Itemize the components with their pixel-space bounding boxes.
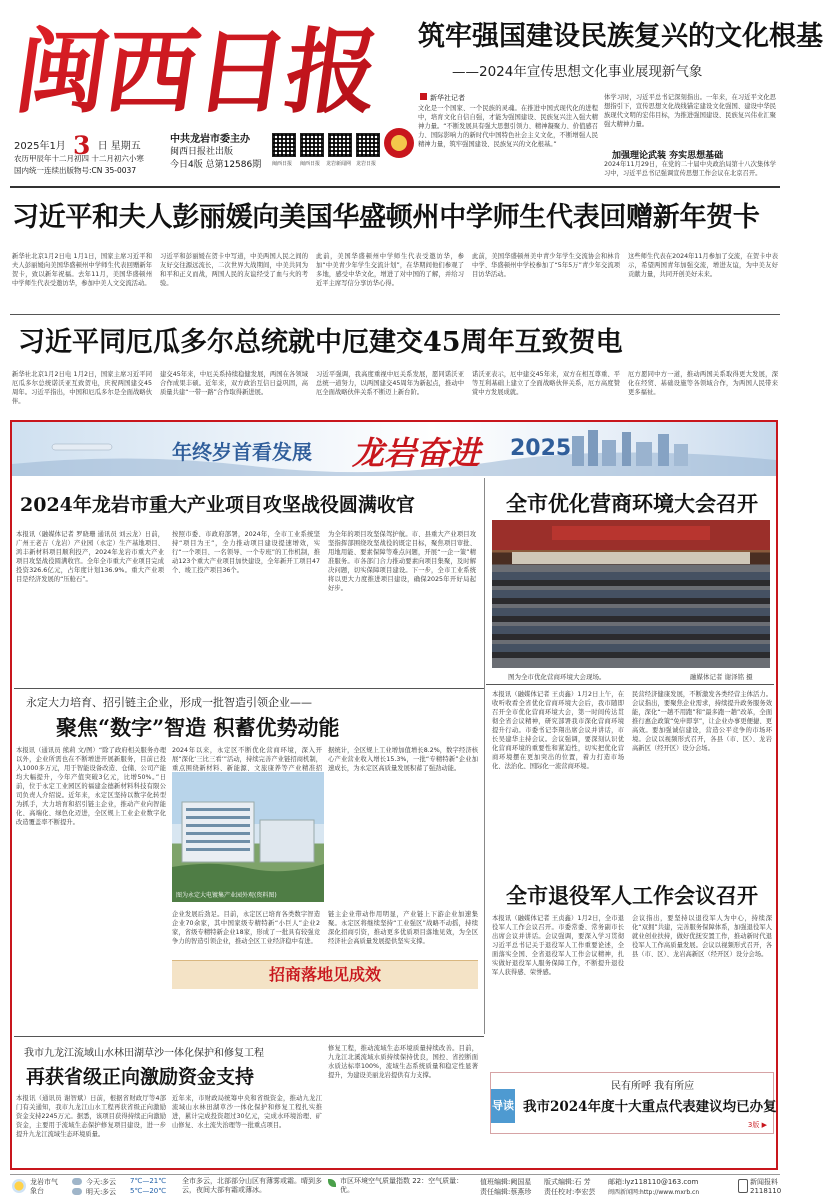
- feature-banner: [12, 422, 776, 476]
- teaser-headline[interactable]: 我市2024年度十大重点代表建议均已办复: [523, 1099, 777, 1115]
- issn-number: 国内统一连续出版物号:CN 35-0037: [14, 166, 137, 175]
- newspaper-logo-graphic: [8, 4, 385, 126]
- divider-feature-mid-right: [486, 684, 774, 685]
- tomorrow-temp: 5℃—20℃: [130, 1187, 167, 1195]
- qr-label-1: 闽西日报: [272, 161, 293, 167]
- editor-2: 责任编辑:蔡燕珍: [480, 1188, 532, 1196]
- qr-code-3[interactable]: [328, 133, 352, 157]
- top-story-col-3: 2024年11月29日，在党的二十届中央政治局第十八次集体学习中，习近平总书记强调宣传思想工作会议在北京召开。: [604, 161, 776, 177]
- story7-col-2: 近年来，市财政局统筹中央和省级资金，推动九龙江流域山水林田湖草沙一体化保护和修复工程扎实推进，累计完成投资超过30亿元，完成水环境治理、矿山修复、水土流失治理等一批重点项目。: [172, 1095, 322, 1129]
- industrial-park-graphic: [172, 772, 324, 902]
- banner-right-text: 龙岩奋进: [352, 434, 481, 472]
- story1-col-3: 此前，美国华盛顿州中学师生代表受邀访华，参加“中美青少年学生交流计划”，在华期间他们参观了多地，感受中华文化，增进了对中国的了解，并给习近平主席写信分享访华心得。: [316, 253, 464, 287]
- footer: [10, 1176, 780, 1198]
- story5-photo[interactable]: [172, 772, 324, 902]
- phone-icon: [738, 1179, 748, 1193]
- sponsor-line-1: 中共龙岩市委主办: [170, 134, 250, 145]
- qr-label-4: 龙岩日报: [356, 161, 377, 167]
- arrow-right-icon: ▶: [761, 1121, 767, 1129]
- qr-label-2: 闽西日报: [300, 161, 321, 167]
- story5-sub-banner-text: 招商落地见成效: [268, 965, 381, 984]
- today-weather: 多云: [102, 1178, 116, 1186]
- story2-col-2: 建交45年来，中厄关系持续稳健发展，两国在各领域合作成果丰硕。近年来，双方政治互信日益巩固，高质量共建“一带一路”合作取得新进展。: [160, 371, 308, 396]
- email[interactable]: 邮箱:lyz118110@163.com: [608, 1178, 699, 1186]
- emblem-icon-inner: [391, 135, 407, 151]
- qr-code-4[interactable]: [356, 133, 380, 157]
- story1-col-5: 这些师生代表在2024年11月参加了交流，在贺卡中表示，希望两国青年加强交流，增进友谊，为中美友好贡献力量，共同开创美好未来。: [628, 253, 778, 278]
- story4-photo[interactable]: [492, 520, 770, 668]
- story4-col-1: 本报讯（融媒体记者 王贞鑫）1月2日上午，在收听收看全省优化营商环境大会后，我市随即召开全市优化营商环境大会，第一时间传达贯彻全省会议精神，研究部署我市深化营商环境提升行动。市委书记李翔出席会议并讲话，市长吴建华主持会议。会议强调，要深刻认识优化营商环境的重要性和紧迫性，切实把优化营商环境摆在更加突出的位置，着力打造市场化、法治化、国际化一流营商环境。: [492, 691, 624, 770]
- story1-col-2: 习近平和彭丽媛在贺卡中写道，中美两国人民之间的友好交往源远流长，二次世界大战期间，中美共同为和平和正义而战，两国人民的友谊经受了血与火的考验。: [160, 253, 308, 287]
- story6-col-1: 本报讯（融媒体记者 王贞鑫）1月2日，全市退役军人工作会议召开。市委常委、常务副市长出席会议并讲话。会议强调，要深入学习贯彻习近平总书记关于退役军人工作重要论述，全面落实全国、全省退役军人工作会议精神，扎实做好退役军人服务保障工作，不断提升退役军人获得感、荣誉感。: [492, 915, 624, 976]
- date-weekday: 日 星期五: [97, 141, 141, 152]
- qr-code-1[interactable]: [272, 133, 296, 157]
- banner-year: 2025: [510, 436, 572, 461]
- story3-col-1: 本报讯（融媒体记者 罗晓珊 通讯员 刘云龙）日前，广州王老吉（龙岩）产业园（永定）生产基地项目、鸿丰新材料项目顺利投产，2024年龙岩市重大产业项目攻坚战役圆满收官。全年全市重大产业项目完成投资326.6亿元，占年度计划136.9%。重大产业项目是经济发展的“压舱石”。: [16, 531, 164, 583]
- teaser-box[interactable]: [490, 1072, 777, 1134]
- proof-2: 责任校对:李宏芸: [544, 1188, 596, 1196]
- top-subheadline: ——2024年宣传思想文化事业展现新气象: [452, 64, 703, 80]
- story1-col-1: 新华社北京1月2日电 1月1日，国家主席习近平和夫人彭丽媛向美国华盛顿州中学师生代表回赠新年贺卡，致以新年祝福。去年11月，美国华盛顿州中学师生代表受邀访华，参加中美人文交流活动。: [12, 253, 152, 287]
- forecast-text: 全市多云，北部部分山区有薄雾或霜。晴到多云，夜间大部有霜或薄冰。: [182, 1177, 322, 1194]
- story4-headline[interactable]: 全市优化营商环境大会召开: [506, 491, 758, 516]
- story7-kicker: 我市九龙江流域山水林田湖草沙一体化保护和修复工程: [24, 1048, 264, 1059]
- qr-code-2[interactable]: [300, 133, 324, 157]
- story2-col-3: 习近平强调，我高度重视中厄关系发展，愿同诺沃亚总统一道努力，以两国建交45周年为新起点，推动中厄全面战略伙伴关系不断迈上新台阶。: [316, 371, 464, 396]
- story3-headline[interactable]: 2024年龙岩市重大产业项目攻坚战役圆满收官: [20, 494, 415, 516]
- date-month: 2025年1月: [14, 141, 66, 152]
- proof-1: 版式编辑:石 芳: [544, 1178, 591, 1186]
- qr-label-3: 龙岩新闻网: [326, 161, 352, 167]
- vertical-divider-feature: [484, 478, 485, 688]
- masthead: [0, 0, 823, 186]
- story5-photo-caption: 图为永定大电镀集产业园外观(资料图): [176, 892, 277, 899]
- teaser-label: [491, 1089, 515, 1123]
- teaser-page-text: 3版: [747, 1121, 760, 1129]
- story2-col-5: 厄方愿同中方一道，推动两国关系取得更大发展，深化在经贸、基础设施等各领域合作，为两国人民带来更多福祉。: [628, 371, 778, 396]
- story2-col-1: 新华社北京1月2日电 1月2日，国家主席习近平同厄瓜多尔总统诺沃亚互致贺电，庆祝两国建交45周年。习近平指出，中国和厄瓜多尔是全面战略伙伴。: [12, 371, 152, 405]
- story1-headline[interactable]: 习近平和夫人彭丽媛向美国华盛顿州中学师生代表回赠新年贺卡: [12, 202, 760, 233]
- date-day: 3: [73, 131, 91, 160]
- divider-masthead: [10, 186, 780, 188]
- teaser-page: [748, 1120, 767, 1130]
- tomorrow-label: 明天:: [86, 1188, 103, 1196]
- story3-col-2: 按照市委、市政府部署，2024年，全市工业系统坚持“项目为王”，全力推动项目建设提速增效，实行“一个项目、一名领导、一个专班”的工作机制，推动123个重大产业项目加快建设，全年新开工项目47个、竣工投产项目36个。: [172, 531, 320, 574]
- divider-story1: [10, 314, 780, 315]
- story7-col-1: 本报讯（通讯员 谢智斌）日前，根据省财政厅等4部门有关通知，我市九龙江山水工程再获省级正向激励资金支持2245万元。据悉，该项目获得持续正向激励资金，主要用于流域生态保护修复项目建设，进一步提升九龙江流域生态环境质量。: [16, 1095, 166, 1138]
- newspaper-logo: [8, 4, 385, 126]
- teaser-label-text: 导读: [492, 1099, 514, 1112]
- story5-kicker: 永定大力培育、招引链主企业，形成一批智造引领企业——: [26, 696, 312, 709]
- sponsor-line-2: 闽西日报社出版: [170, 147, 234, 157]
- banner-left-text: 年终岁首看发展: [172, 440, 312, 464]
- story5-col-1: 本报讯（通讯员 熊莉 文/图）“除了政府相关服务办理以外，企业所需也在不断增进开展新服务，目前已投入1000多万元，用于智能设备改造、仓储、公司产能均大幅提升，今年产值突破3亿元，比增50%。”日前，位于永定工业园区的福建金德新材料科技有限公司负责人介绍说。近年来，永定区坚持以数字化转型为抓手，大力培育和招引链主企业，推动产业向智能化、高端化、绿色化迈进，全区规上工业企业数字化改造覆盖率不断提升。: [16, 747, 166, 826]
- divider-footer: [10, 1174, 780, 1175]
- top-story-subhead: 加强理论武装 夯实思想基础: [612, 151, 724, 161]
- story4-col-2: 民营经济健康发展，不断激发各类经营主体活力。会议指出，要聚焦企业需求，持续提升政务服务效能，深化“一趟不用跑”和“最多跑一趟”改革，全面推行惠企政策“免申即享”，让企业办事更便捷、更高效。要加强诚信建设，营造公平竞争的市场环境。会议以视频形式召开，各县（市、区）、龙岩高新区（经开区）设分会场。: [632, 691, 772, 752]
- air-quality-text: 市区环境空气质量指数 22：空气质量：优。: [340, 1177, 464, 1194]
- story5-col-4: 企业发展后劲足。目前，永定区已培育各类数字智造企业70余家，其中国家级专精特新“小巨人”企业2家，省级专精特新企业18家，形成了一批具有较强竞争力的智造引领企业，推动全区工业经济稳中有进。: [172, 911, 320, 945]
- sponsor-block: [170, 133, 261, 172]
- story5-sub-banner: [172, 960, 478, 989]
- divider-feature-mid: [14, 688, 484, 689]
- top-story-reporter: [420, 93, 465, 103]
- sponsor-line-3: 今日4版 总第12586期: [170, 160, 262, 170]
- hotline-number: 2118110: [750, 1187, 782, 1195]
- tomorrow-weather: 多云: [102, 1188, 116, 1196]
- logo-text: 闽西日报: [8, 17, 385, 126]
- website[interactable]: 闽西新闻网:http://www.mxrb.cn: [608, 1189, 700, 1196]
- today-label: 今天:: [86, 1178, 103, 1186]
- meeting-hall-graphic: [492, 520, 770, 668]
- story5-headline[interactable]: 聚焦“数字”智造 积蓄优势动能: [56, 715, 340, 740]
- xinhua-icon: [420, 93, 427, 100]
- story6-headline[interactable]: 全市退役军人工作会议召开: [506, 883, 758, 908]
- story5-col-3: 据统计，全区规上工业增加值增长8.2%，数字经济核心产业营业收入增长15.3%，一批“专精特新”企业加速成长，为永定区高质量发展积蓄了强劲动能。: [328, 747, 478, 772]
- top-headline[interactable]: 筑牢强国建设民族复兴的文化根基: [418, 21, 823, 52]
- hotline-label: 新闻报料: [750, 1178, 778, 1186]
- story1-col-4: 此前，美国华盛顿州美中青少年学生交流协会和林肯中学、华盛顿州中学校参加了“5年5万”青少年交流项目访华活动。: [472, 253, 620, 278]
- today-temp: 7℃—21℃: [130, 1177, 167, 1185]
- story6-col-2: 会议指出，要坚持以退役军人为中心，持续深化“双拥”共建，完善服务保障体系，加强退役军人就业创业扶持，做好优抚安置工作，推动新时代退役军人工作高质量发展。会议以视频形式召开，各县（市、区）、龙岩高新区（经开区）设分会场。: [632, 915, 772, 958]
- story7-headline[interactable]: 再获省级正向激励资金支持: [26, 1066, 255, 1088]
- story2-headline[interactable]: 习近平同厄瓜多尔总统就中厄建交45周年互致贺电: [18, 327, 623, 358]
- weather-sun-icon: [12, 1179, 26, 1193]
- weather-title: 龙岩市气象台: [30, 1178, 58, 1195]
- leaf-icon: [328, 1179, 336, 1187]
- story5-col-5: 链主企业带动作用明显，产业链上下游企业加速集聚。永定区将继续坚持“工业强区”战略不动摇，持续深化招商引资，推动更多优质项目落地见效，为全区经济社会高质量发展提供坚实支撑。: [328, 911, 478, 945]
- story4-photo-caption: 图为全市优化营商环境大会现场。: [508, 673, 606, 681]
- story4-photo-credit: 融媒体记者 谢泽铭 摄: [690, 673, 753, 681]
- weather-cloud-icon-today: [72, 1178, 82, 1185]
- top-story-col-1: 文化是一个国家、一个民族的灵魂。在推进中国式现代化的进程中，培育文化自信自强，才能为强国建设、民族复兴注入强大精神力量。“不断发展具有强大思想引领力、精神凝聚力、价值感召力、国际影响力的新时代中国特色社会主义文化，不断增强人民精神力量，筑牢强国建设、民族复兴的文化根基。”: [418, 105, 598, 148]
- story3-col-3: 为全年的项目攻坚保驾护航。市、县重大产业项目攻坚指挥部围绕攻坚战役的既定目标，聚焦项目审批、用地用能、要素保障等难点问题，开展“一企一策”精准服务。市各部门合力推动要素向项目集聚，及时解决问题，切实保障项目建设。下一步，全市工业系统将以更大力度推进项目建设，确保2025年开好局起好步。: [328, 531, 476, 592]
- vertical-divider-lower: [484, 688, 485, 1034]
- story5-col-2: 2024年以来，永定区不断优化营商环境，深入开展“深化‘三比三看’”活动，持续完善产业链招商机制，重点围绕新材料、新能源、文旅康养等产业精准招: [172, 747, 322, 772]
- story2-col-4: 诺沃亚表示，厄中建交45年来，双方在相互尊重、平等互利基础上建立了全面战略伙伴关系，厄方高度赞赏中方发展成就。: [472, 371, 620, 396]
- teaser-kicker: 民有所呼 我有所应: [611, 1081, 695, 1092]
- lunar-date: 农历甲辰年十二月初四 十二月初六小寒: [14, 154, 144, 163]
- editor-1: 值班编辑:阙国星: [480, 1178, 532, 1186]
- weather-cloud-icon-tomorrow: [72, 1188, 82, 1195]
- reporter-text: 新华社记者: [430, 94, 465, 102]
- story7-col-3: 修复工程，推动流域生态环境质量持续改善。目前，九龙江北溪流域水质持续保持优良，国控、省控断面水质达标率100%，流域生态系统质量和稳定性显著提升，为建设美丽龙岩提供有力支撑。: [328, 1045, 478, 1079]
- divider-lower: [14, 1036, 484, 1037]
- top-story-col-2: 体学习时，习近平总书记深刻指出。一年来，在习近平文化思想指引下，宣传思想文化战线锚定建设文化强国、建设中华民族现代文明的宏伟目标，为推进强国建设、民族复兴伟业汇聚强大精神力量。: [604, 94, 776, 128]
